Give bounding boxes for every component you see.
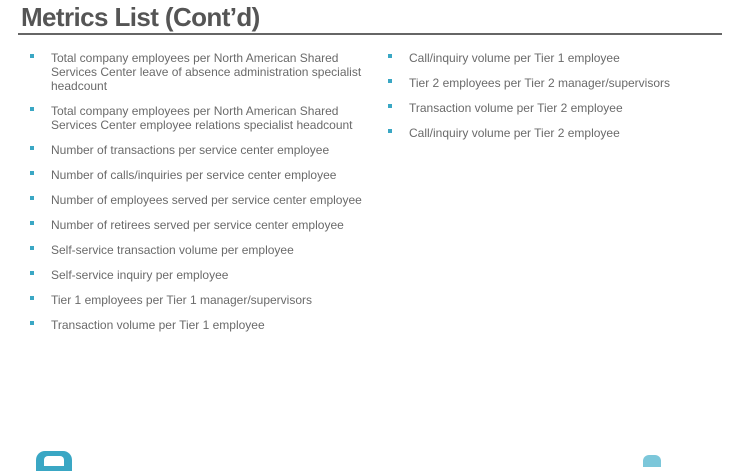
list-item-text: Number of employees served per service center employee [51, 193, 362, 207]
list-item-text: Tier 1 employees per Tier 1 manager/supervisors [51, 293, 312, 307]
list-item-text: Transaction volume per Tier 2 employee [409, 101, 623, 115]
title-divider [18, 33, 722, 35]
list-item [30, 168, 370, 182]
list-item [30, 193, 370, 207]
square-bullet-icon [388, 104, 392, 108]
square-bullet-icon [388, 54, 392, 58]
list-item [388, 76, 718, 90]
list-item-text: Total company employees per North American Shared Services Center employee relations specialist headcount [51, 104, 353, 132]
list-item-text: Number of transactions per service center employee [51, 143, 330, 157]
list-item-text: Self-service inquiry per employee [51, 268, 229, 282]
square-bullet-icon [30, 296, 34, 300]
square-bullet-icon [30, 171, 34, 175]
square-bullet-icon [30, 54, 34, 58]
page-title: Metrics List (Cont’d) [21, 2, 260, 32]
square-bullet-icon [30, 271, 34, 275]
list-item [30, 51, 370, 93]
decorative-tab-icon [643, 455, 661, 467]
square-bullet-icon [388, 79, 392, 83]
list-item-text: Number of retirees served per service center employee [51, 218, 344, 232]
list-item [30, 104, 370, 132]
list-item-text: Number of calls/inquiries per service center employee [51, 168, 337, 182]
square-bullet-icon [388, 129, 392, 133]
square-bullet-icon [30, 107, 34, 111]
metrics-list-left [30, 51, 370, 343]
list-item [30, 218, 370, 232]
list-item [30, 243, 370, 257]
square-bullet-icon [30, 146, 34, 150]
list-item-text: Transaction volume per Tier 1 employee [51, 318, 265, 332]
square-bullet-icon [30, 196, 34, 200]
list-item [388, 51, 718, 65]
list-item-text: Call/inquiry volume per Tier 2 employee [409, 126, 620, 140]
square-bullet-icon [30, 246, 34, 250]
list-item [30, 143, 370, 157]
list-item [30, 318, 370, 332]
list-item [30, 293, 370, 307]
metrics-list-right [388, 51, 718, 151]
list-item-text: Tier 2 employees per Tier 2 manager/supervisors [409, 76, 670, 90]
square-bullet-icon [30, 221, 34, 225]
list-item [388, 126, 718, 140]
list-item-text: Call/inquiry volume per Tier 1 employee [409, 51, 620, 65]
list-item [388, 101, 718, 115]
decorative-tab-icon [36, 451, 72, 471]
list-item [30, 268, 370, 282]
list-item-text: Total company employees per North American Shared Services Center leave of absence administration specialist headcount [51, 51, 362, 93]
list-item-text: Self-service transaction volume per employee [51, 243, 294, 257]
square-bullet-icon [30, 321, 34, 325]
